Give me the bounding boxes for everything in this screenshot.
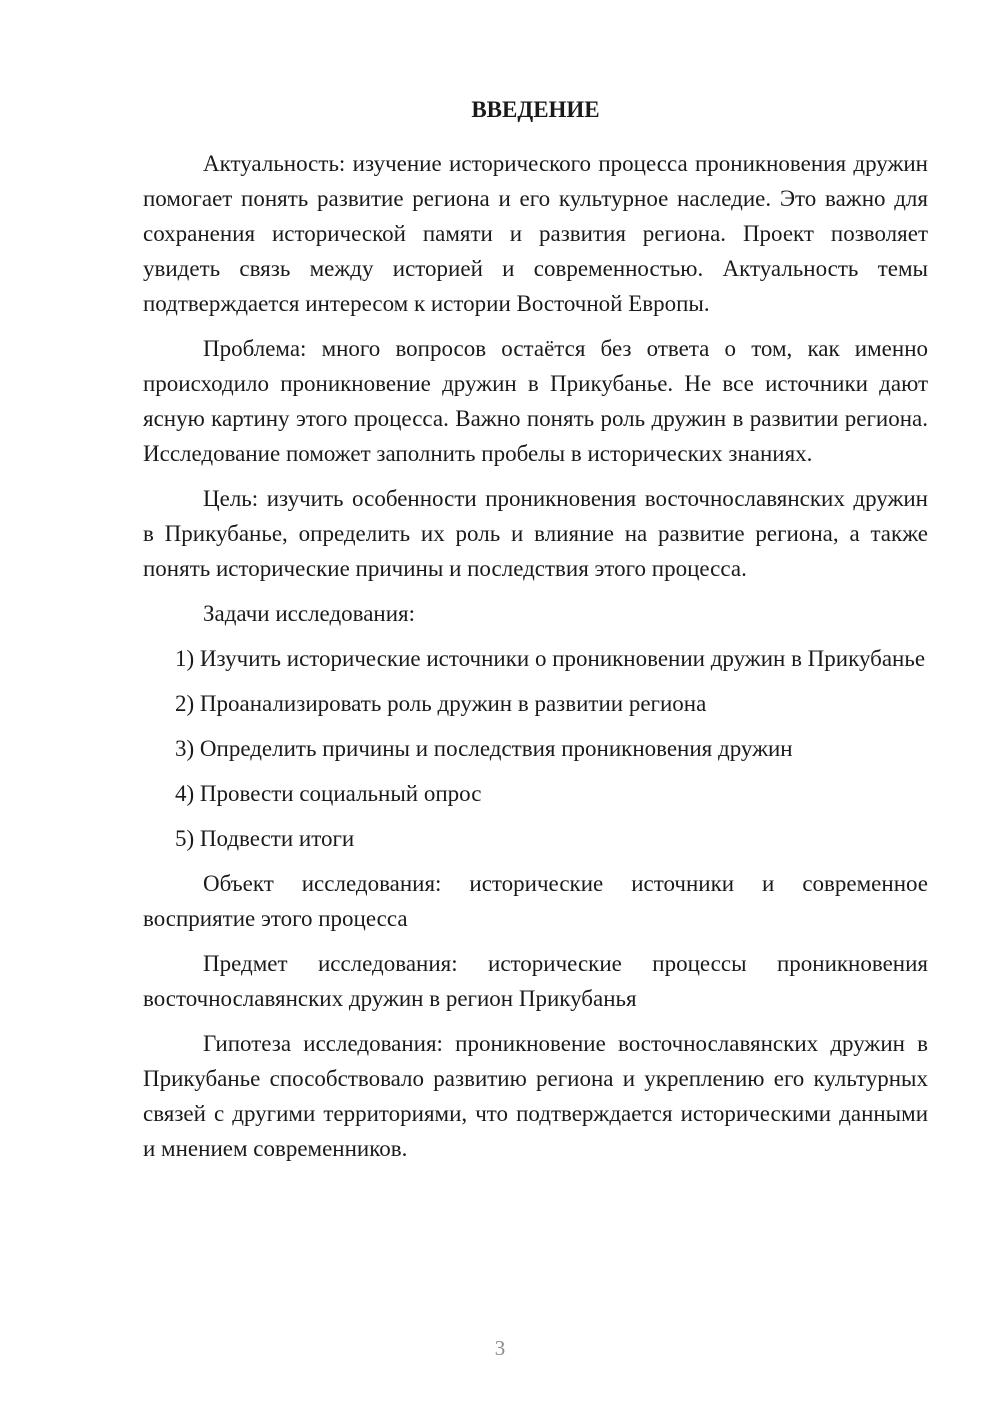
task-item-1: 1) Изучить исторические источники о проникновении дружин в Прикубанье	[175, 646, 926, 671]
subject-paragraph: Предмет исследования: исторические процессы проникновения восточнославянских дружин в регион Прикубанья	[143, 951, 928, 1011]
tasks-title: Задачи исследования:	[203, 601, 416, 626]
page-title: ВВЕДЕНИЕ	[471, 97, 600, 122]
document-page	[143, 92, 928, 1176]
task-item-5: 5) Подвести итоги	[175, 826, 355, 851]
goal-paragraph: Цель: изучить особенности проникновения восточнославянских дружин в Прикубанье, определить их роль и влияние на развитие региона, а также понять исторические причины и последствия этого процесса.	[143, 486, 928, 581]
task-item-2: 2) Проанализировать роль дружин в развитии региона	[175, 691, 707, 716]
problem-paragraph: Проблема: много вопросов остаётся без ответа о том, как именно происходило проникновение дружин в Прикубанье. Не все источники дают ясную картину этого процесса. Важно понять роль дружин в развитии региона. Исследование поможет заполнить пробелы в исторических знаниях.	[143, 336, 928, 466]
relevance-paragraph: Актуальность: изучение исторического процесса проникновения дружин помогает понять развитие региона и его культурное наследие. Это важно для сохранения исторической памяти и развития региона. Проект позволяет увидеть связь между историей и современностью. Актуальность темы подтверждается интересом к истории Восточной Европы.	[143, 151, 928, 316]
task-item-4: 4) Провести социальный опрос	[175, 781, 482, 806]
object-paragraph: Объект исследования: исторические источники и современное восприятие этого процесса	[143, 871, 928, 931]
hypothesis-paragraph: Гипотеза исследования: проникновение восточнославянских дружин в Прикубанье способствовало развитию региона и укреплению его культурных связей с другими территориями, что подтверждается историческими данными и мнением современников.	[143, 1031, 928, 1161]
task-item-3: 3) Определить причины и последствия проникновения дружин	[175, 736, 793, 761]
page-number: 3	[494, 1336, 506, 1360]
